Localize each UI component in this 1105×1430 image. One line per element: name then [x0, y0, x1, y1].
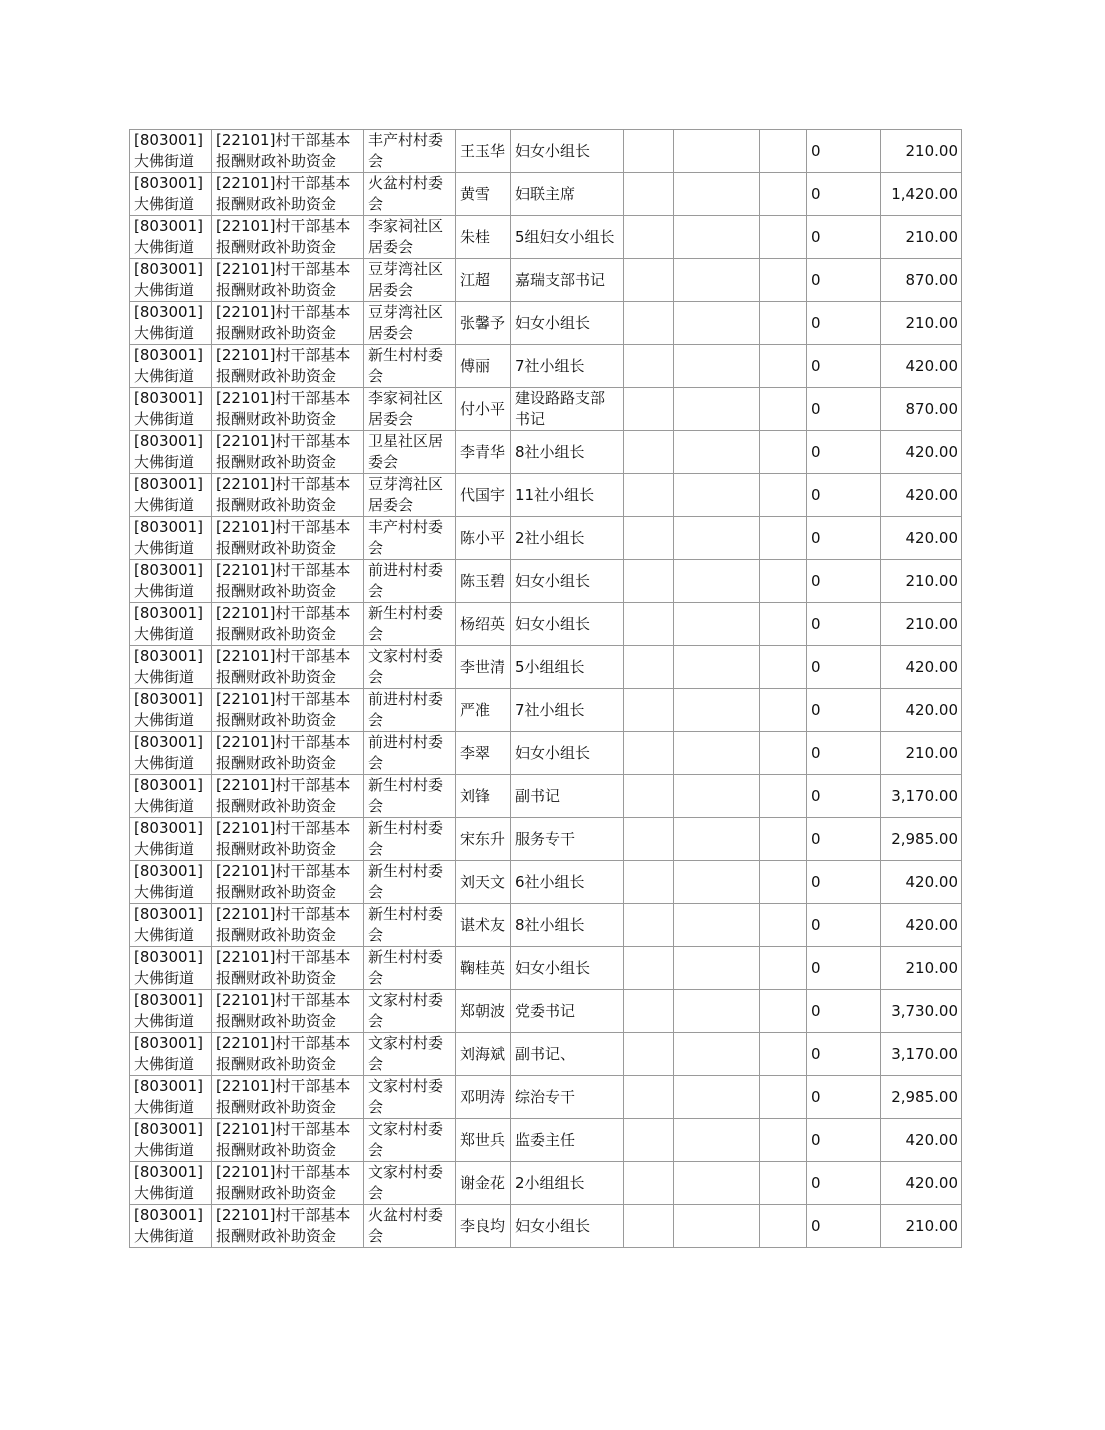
cell-empty-2 [674, 947, 760, 990]
cell-amount: 420.00 [881, 431, 962, 474]
cell-name: 鞠桂英 [456, 947, 511, 990]
cell-amount: 420.00 [881, 646, 962, 689]
cell-fund: [22101]村干部基本报酬财政补助资金 [212, 345, 364, 388]
cell-org: 丰产村村委会 [364, 130, 456, 173]
cell-name: 江超 [456, 259, 511, 302]
cell-org: 豆芽湾社区居委会 [364, 302, 456, 345]
table-row [130, 732, 962, 775]
cell-empty-3 [760, 302, 807, 345]
cell-empty-2 [674, 1205, 760, 1248]
cell-post: 妇联主席 [511, 173, 624, 216]
cell-empty-3 [760, 818, 807, 861]
cell-post: 5小组组长 [511, 646, 624, 689]
cell-empty-3 [760, 1033, 807, 1076]
cell-flag: 0 [807, 130, 881, 173]
table-row [130, 173, 962, 216]
cell-amount: 420.00 [881, 861, 962, 904]
table-row [130, 345, 962, 388]
cell-fund: [22101]村干部基本报酬财政补助资金 [212, 990, 364, 1033]
cell-empty-1 [624, 603, 674, 646]
cell-flag: 0 [807, 388, 881, 431]
cell-fund: [22101]村干部基本报酬财政补助资金 [212, 1076, 364, 1119]
cell-unit: [803001]大佛街道 [130, 732, 212, 775]
cell-empty-1 [624, 431, 674, 474]
cell-unit: [803001]大佛街道 [130, 388, 212, 431]
cell-name: 李世清 [456, 646, 511, 689]
cell-unit: [803001]大佛街道 [130, 345, 212, 388]
cell-post: 6社小组长 [511, 861, 624, 904]
cell-amount: 420.00 [881, 1162, 962, 1205]
cell-org: 新生村村委会 [364, 775, 456, 818]
cell-empty-3 [760, 560, 807, 603]
cell-amount: 210.00 [881, 302, 962, 345]
table-row [130, 517, 962, 560]
cell-unit: [803001]大佛街道 [130, 1119, 212, 1162]
cell-fund: [22101]村干部基本报酬财政补助资金 [212, 130, 364, 173]
cell-fund: [22101]村干部基本报酬财政补助资金 [212, 1205, 364, 1248]
cell-name: 黄雪 [456, 173, 511, 216]
cell-empty-1 [624, 1205, 674, 1248]
cell-org: 豆芽湾社区居委会 [364, 474, 456, 517]
table-row [130, 775, 962, 818]
cell-amount: 870.00 [881, 388, 962, 431]
cell-empty-1 [624, 1033, 674, 1076]
cell-empty-1 [624, 646, 674, 689]
cell-org: 卫星社区居委会 [364, 431, 456, 474]
cell-post: 综治专干 [511, 1076, 624, 1119]
cell-org: 李家祠社区居委会 [364, 216, 456, 259]
cell-post: 妇女小组长 [511, 130, 624, 173]
cell-fund: [22101]村干部基本报酬财政补助资金 [212, 216, 364, 259]
cell-empty-2 [674, 388, 760, 431]
cell-name: 朱桂 [456, 216, 511, 259]
cell-org: 丰产村村委会 [364, 517, 456, 560]
cell-fund: [22101]村干部基本报酬财政补助资金 [212, 947, 364, 990]
cell-post: 11社小组长 [511, 474, 624, 517]
cell-empty-3 [760, 732, 807, 775]
cell-empty-1 [624, 990, 674, 1033]
cell-empty-2 [674, 130, 760, 173]
cell-empty-1 [624, 1076, 674, 1119]
cell-flag: 0 [807, 689, 881, 732]
cell-name: 刘海斌 [456, 1033, 511, 1076]
cell-empty-2 [674, 1033, 760, 1076]
cell-empty-2 [674, 818, 760, 861]
cell-empty-3 [760, 947, 807, 990]
cell-fund: [22101]村干部基本报酬财政补助资金 [212, 517, 364, 560]
cell-post: 妇女小组长 [511, 603, 624, 646]
cell-empty-2 [674, 474, 760, 517]
cell-flag: 0 [807, 861, 881, 904]
table-row [130, 947, 962, 990]
cell-amount: 420.00 [881, 904, 962, 947]
cell-amount: 2,985.00 [881, 1076, 962, 1119]
cell-post: 2社小组长 [511, 517, 624, 560]
cell-flag: 0 [807, 990, 881, 1033]
cell-post: 妇女小组长 [511, 732, 624, 775]
cell-post: 8社小组长 [511, 431, 624, 474]
cell-empty-3 [760, 689, 807, 732]
cell-name: 傅丽 [456, 345, 511, 388]
table-row [130, 130, 962, 173]
cell-flag: 0 [807, 775, 881, 818]
cell-post: 7社小组长 [511, 689, 624, 732]
cell-empty-2 [674, 560, 760, 603]
cell-name: 刘天文 [456, 861, 511, 904]
cell-amount: 3,730.00 [881, 990, 962, 1033]
cell-org: 李家祠社区居委会 [364, 388, 456, 431]
cell-name: 杨绍英 [456, 603, 511, 646]
cell-empty-3 [760, 474, 807, 517]
table-row [130, 1076, 962, 1119]
cell-flag: 0 [807, 173, 881, 216]
cell-fund: [22101]村干部基本报酬财政补助资金 [212, 732, 364, 775]
cell-flag: 0 [807, 345, 881, 388]
table-row [130, 1119, 962, 1162]
cell-post: 妇女小组长 [511, 1205, 624, 1248]
cell-empty-3 [760, 603, 807, 646]
cell-post: 妇女小组长 [511, 560, 624, 603]
cell-empty-1 [624, 259, 674, 302]
cell-unit: [803001]大佛街道 [130, 603, 212, 646]
cell-fund: [22101]村干部基本报酬财政补助资金 [212, 904, 364, 947]
cell-empty-1 [624, 560, 674, 603]
table-row [130, 259, 962, 302]
cell-amount: 210.00 [881, 732, 962, 775]
cell-post: 5组妇女小组长 [511, 216, 624, 259]
table-row [130, 1033, 962, 1076]
cell-fund: [22101]村干部基本报酬财政补助资金 [212, 646, 364, 689]
cell-amount: 210.00 [881, 130, 962, 173]
cell-amount: 3,170.00 [881, 1033, 962, 1076]
cell-empty-1 [624, 130, 674, 173]
cell-empty-1 [624, 1119, 674, 1162]
cell-empty-3 [760, 388, 807, 431]
cell-amount: 420.00 [881, 1119, 962, 1162]
cell-unit: [803001]大佛街道 [130, 689, 212, 732]
cell-org: 文家村村委会 [364, 1119, 456, 1162]
cell-empty-1 [624, 173, 674, 216]
table-row [130, 1162, 962, 1205]
cell-empty-2 [674, 861, 760, 904]
cell-amount: 420.00 [881, 689, 962, 732]
cell-unit: [803001]大佛街道 [130, 990, 212, 1033]
table-row [130, 818, 962, 861]
cell-name: 张馨予 [456, 302, 511, 345]
cell-flag: 0 [807, 947, 881, 990]
cell-post: 妇女小组长 [511, 302, 624, 345]
cell-post: 妇女小组长 [511, 947, 624, 990]
cell-unit: [803001]大佛街道 [130, 1162, 212, 1205]
cell-amount: 420.00 [881, 517, 962, 560]
table-row [130, 560, 962, 603]
cell-unit: [803001]大佛街道 [130, 818, 212, 861]
cell-flag: 0 [807, 259, 881, 302]
cell-name: 李良均 [456, 1205, 511, 1248]
cell-empty-2 [674, 431, 760, 474]
cell-flag: 0 [807, 474, 881, 517]
table-row [130, 861, 962, 904]
table-body [130, 130, 962, 1248]
cell-name: 谢金花 [456, 1162, 511, 1205]
cell-name: 郑朝波 [456, 990, 511, 1033]
cell-empty-3 [760, 861, 807, 904]
cell-name: 谌术友 [456, 904, 511, 947]
cell-post: 8社小组长 [511, 904, 624, 947]
cell-empty-3 [760, 775, 807, 818]
cell-flag: 0 [807, 1076, 881, 1119]
cell-empty-1 [624, 474, 674, 517]
cell-org: 文家村村委会 [364, 1162, 456, 1205]
table-row [130, 1205, 962, 1248]
cell-empty-2 [674, 646, 760, 689]
cell-flag: 0 [807, 216, 881, 259]
cell-org: 火盆村村委会 [364, 1205, 456, 1248]
cell-fund: [22101]村干部基本报酬财政补助资金 [212, 560, 364, 603]
cell-unit: [803001]大佛街道 [130, 173, 212, 216]
cell-amount: 210.00 [881, 216, 962, 259]
cell-unit: [803001]大佛街道 [130, 646, 212, 689]
cell-empty-2 [674, 775, 760, 818]
cell-unit: [803001]大佛街道 [130, 1076, 212, 1119]
table-row [130, 904, 962, 947]
cell-empty-2 [674, 689, 760, 732]
cell-post: 服务专干 [511, 818, 624, 861]
cell-empty-1 [624, 302, 674, 345]
cell-empty-2 [674, 603, 760, 646]
cell-amount: 420.00 [881, 345, 962, 388]
cell-empty-3 [760, 990, 807, 1033]
cell-fund: [22101]村干部基本报酬财政补助资金 [212, 1162, 364, 1205]
cell-amount: 210.00 [881, 603, 962, 646]
cell-empty-1 [624, 732, 674, 775]
cell-flag: 0 [807, 1162, 881, 1205]
cell-org: 新生村村委会 [364, 904, 456, 947]
table-row [130, 689, 962, 732]
cell-org: 新生村村委会 [364, 603, 456, 646]
cell-name: 李翠 [456, 732, 511, 775]
cell-post: 副书记 [511, 775, 624, 818]
cell-fund: [22101]村干部基本报酬财政补助资金 [212, 302, 364, 345]
cell-fund: [22101]村干部基本报酬财政补助资金 [212, 603, 364, 646]
cell-empty-1 [624, 517, 674, 560]
cell-flag: 0 [807, 1119, 881, 1162]
cell-empty-1 [624, 388, 674, 431]
cell-empty-1 [624, 345, 674, 388]
cell-empty-2 [674, 990, 760, 1033]
cell-empty-1 [624, 947, 674, 990]
cell-empty-2 [674, 1162, 760, 1205]
cell-fund: [22101]村干部基本报酬财政补助资金 [212, 431, 364, 474]
cell-org: 文家村村委会 [364, 646, 456, 689]
cell-empty-2 [674, 1119, 760, 1162]
cell-empty-2 [674, 732, 760, 775]
table-row [130, 646, 962, 689]
cell-unit: [803001]大佛街道 [130, 474, 212, 517]
cell-unit: [803001]大佛街道 [130, 431, 212, 474]
cell-org: 文家村村委会 [364, 1076, 456, 1119]
cell-post: 建设路路支部书记 [511, 388, 624, 431]
cell-name: 刘锋 [456, 775, 511, 818]
cell-unit: [803001]大佛街道 [130, 904, 212, 947]
cell-empty-3 [760, 1162, 807, 1205]
cell-empty-1 [624, 818, 674, 861]
cell-flag: 0 [807, 1205, 881, 1248]
cell-amount: 210.00 [881, 560, 962, 603]
cell-flag: 0 [807, 732, 881, 775]
cell-unit: [803001]大佛街道 [130, 560, 212, 603]
cell-unit: [803001]大佛街道 [130, 302, 212, 345]
cell-name: 宋东升 [456, 818, 511, 861]
cell-fund: [22101]村干部基本报酬财政补助资金 [212, 1119, 364, 1162]
table-row [130, 431, 962, 474]
cell-unit: [803001]大佛街道 [130, 216, 212, 259]
table-row [130, 603, 962, 646]
cell-flag: 0 [807, 1033, 881, 1076]
cell-post: 党委书记 [511, 990, 624, 1033]
cell-name: 王玉华 [456, 130, 511, 173]
cell-org: 火盆村村委会 [364, 173, 456, 216]
cell-org: 文家村村委会 [364, 990, 456, 1033]
cell-fund: [22101]村干部基本报酬财政补助资金 [212, 861, 364, 904]
cell-org: 新生村村委会 [364, 947, 456, 990]
cell-post: 2小组组长 [511, 1162, 624, 1205]
cell-org: 前进村村委会 [364, 732, 456, 775]
cell-unit: [803001]大佛街道 [130, 517, 212, 560]
cell-empty-2 [674, 345, 760, 388]
subsidy-table [129, 129, 962, 1248]
cell-empty-3 [760, 1076, 807, 1119]
cell-empty-1 [624, 1162, 674, 1205]
cell-empty-3 [760, 216, 807, 259]
cell-amount: 3,170.00 [881, 775, 962, 818]
cell-empty-1 [624, 216, 674, 259]
cell-name: 邓明涛 [456, 1076, 511, 1119]
cell-fund: [22101]村干部基本报酬财政补助资金 [212, 259, 364, 302]
cell-unit: [803001]大佛街道 [130, 130, 212, 173]
cell-fund: [22101]村干部基本报酬财政补助资金 [212, 474, 364, 517]
cell-post: 嘉瑞支部书记 [511, 259, 624, 302]
cell-flag: 0 [807, 431, 881, 474]
cell-empty-3 [760, 173, 807, 216]
cell-amount: 870.00 [881, 259, 962, 302]
cell-empty-2 [674, 259, 760, 302]
cell-org: 豆芽湾社区居委会 [364, 259, 456, 302]
cell-empty-1 [624, 689, 674, 732]
cell-empty-1 [624, 904, 674, 947]
table-row [130, 302, 962, 345]
cell-unit: [803001]大佛街道 [130, 861, 212, 904]
cell-empty-3 [760, 431, 807, 474]
cell-flag: 0 [807, 603, 881, 646]
cell-empty-2 [674, 904, 760, 947]
cell-name: 李青华 [456, 431, 511, 474]
cell-name: 付小平 [456, 388, 511, 431]
cell-unit: [803001]大佛街道 [130, 1205, 212, 1248]
cell-post: 7社小组长 [511, 345, 624, 388]
cell-flag: 0 [807, 646, 881, 689]
cell-fund: [22101]村干部基本报酬财政补助资金 [212, 388, 364, 431]
cell-empty-2 [674, 216, 760, 259]
table-row [130, 990, 962, 1033]
cell-org: 前进村村委会 [364, 560, 456, 603]
cell-fund: [22101]村干部基本报酬财政补助资金 [212, 775, 364, 818]
cell-amount: 420.00 [881, 474, 962, 517]
cell-name: 陈小平 [456, 517, 511, 560]
cell-empty-2 [674, 173, 760, 216]
cell-org: 新生村村委会 [364, 861, 456, 904]
cell-empty-2 [674, 517, 760, 560]
table-row [130, 474, 962, 517]
table-row [130, 216, 962, 259]
cell-flag: 0 [807, 904, 881, 947]
cell-empty-3 [760, 646, 807, 689]
cell-flag: 0 [807, 302, 881, 345]
cell-fund: [22101]村干部基本报酬财政补助资金 [212, 1033, 364, 1076]
cell-unit: [803001]大佛街道 [130, 259, 212, 302]
cell-post: 监委主任 [511, 1119, 624, 1162]
cell-unit: [803001]大佛街道 [130, 947, 212, 990]
cell-post: 副书记、 [511, 1033, 624, 1076]
cell-amount: 1,420.00 [881, 173, 962, 216]
cell-empty-3 [760, 1119, 807, 1162]
cell-name: 严准 [456, 689, 511, 732]
cell-flag: 0 [807, 560, 881, 603]
cell-empty-1 [624, 861, 674, 904]
cell-empty-3 [760, 517, 807, 560]
table-row [130, 388, 962, 431]
cell-fund: [22101]村干部基本报酬财政补助资金 [212, 689, 364, 732]
cell-amount: 2,985.00 [881, 818, 962, 861]
cell-fund: [22101]村干部基本报酬财政补助资金 [212, 818, 364, 861]
cell-org: 新生村村委会 [364, 818, 456, 861]
cell-empty-3 [760, 130, 807, 173]
cell-fund: [22101]村干部基本报酬财政补助资金 [212, 173, 364, 216]
cell-empty-2 [674, 302, 760, 345]
cell-name: 郑世兵 [456, 1119, 511, 1162]
cell-empty-1 [624, 775, 674, 818]
cell-unit: [803001]大佛街道 [130, 775, 212, 818]
cell-org: 文家村村委会 [364, 1033, 456, 1076]
cell-empty-3 [760, 345, 807, 388]
cell-name: 陈玉碧 [456, 560, 511, 603]
cell-org: 新生村村委会 [364, 345, 456, 388]
cell-empty-3 [760, 1205, 807, 1248]
cell-unit: [803001]大佛街道 [130, 1033, 212, 1076]
cell-empty-2 [674, 1076, 760, 1119]
cell-amount: 210.00 [881, 1205, 962, 1248]
cell-amount: 210.00 [881, 947, 962, 990]
cell-empty-3 [760, 904, 807, 947]
cell-flag: 0 [807, 517, 881, 560]
cell-org: 前进村村委会 [364, 689, 456, 732]
cell-empty-3 [760, 259, 807, 302]
cell-name: 代国宇 [456, 474, 511, 517]
cell-flag: 0 [807, 818, 881, 861]
